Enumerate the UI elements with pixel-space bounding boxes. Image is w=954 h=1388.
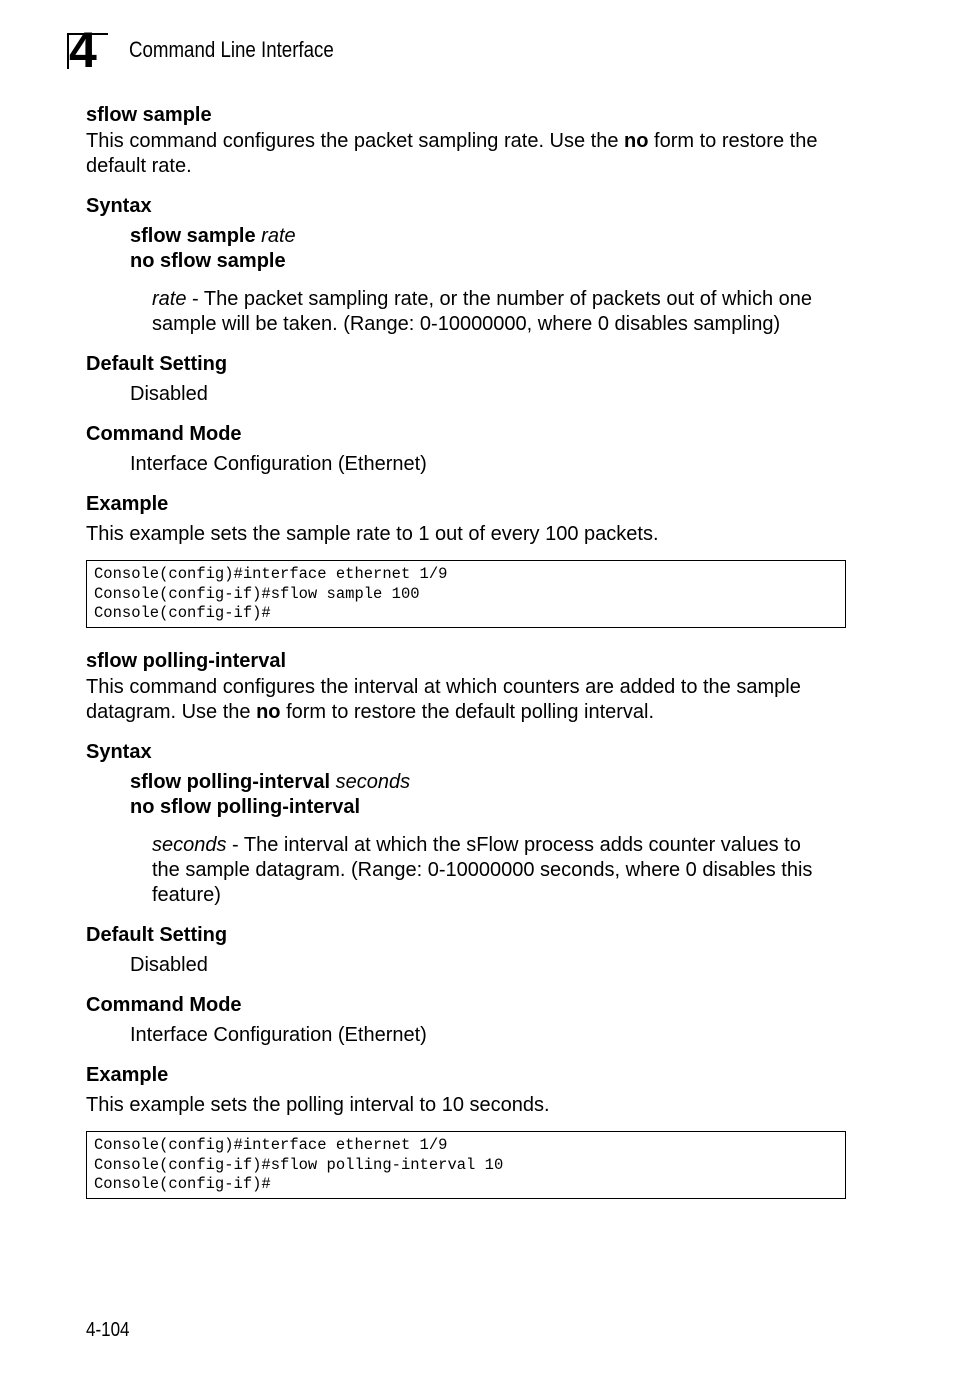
page-number: 4-104	[86, 1319, 130, 1341]
default-setting-value: Disabled	[130, 383, 208, 405]
command-mode-value: Interface Configuration (Ethernet)	[130, 1024, 427, 1046]
code-line: Console(config-if)#	[94, 604, 271, 622]
section-intro-line2: datagram. Use the no form to restore the default polling interval.	[86, 701, 655, 723]
example-description: This example sets the sample rate to 1 out of every 100 packets.	[86, 523, 659, 545]
parameter-description: rate - The packet sampling rate, or the number of packets out of which one	[152, 288, 812, 310]
parameter-description-line3: feature)	[152, 884, 221, 906]
example-heading: Example	[86, 1064, 169, 1086]
default-setting-heading: Default Setting	[86, 924, 228, 946]
code-example-box	[86, 1131, 846, 1199]
parameter-description-line2: the sample datagram. (Range: 0-10000000 seconds, where 0 disables this	[152, 859, 813, 881]
running-header-title: Command Line Interface	[129, 37, 334, 62]
section-title-sflow-sample: sflow sample	[86, 104, 212, 126]
command-mode-heading: Command Mode	[86, 423, 242, 445]
section-title-sflow-polling-interval: sflow polling-interval	[86, 650, 287, 672]
parameter-description-line2: sample will be taken. (Range: 0-10000000, where 0 disables sampling)	[152, 313, 781, 335]
section-intro: This command configures the interval at which counters are added to the sample	[86, 676, 801, 698]
parameter-description: seconds - The interval at which the sFlow process adds counter values to	[152, 834, 801, 856]
section-intro-line2: default rate.	[86, 155, 192, 177]
chapter-number: 4	[69, 22, 97, 78]
syntax-command: sflow sample rate	[130, 225, 296, 247]
code-line: Console(config-if)#	[94, 1175, 271, 1193]
code-line: Console(config-if)#sflow polling-interval 10	[94, 1155, 504, 1174]
code-line: Console(config)#interface ethernet 1/9	[94, 565, 448, 583]
default-setting-value: Disabled	[130, 954, 208, 976]
default-setting-heading: Default Setting	[86, 353, 228, 375]
example-heading: Example	[86, 493, 169, 515]
syntax-no-command: no sflow polling-interval	[130, 796, 360, 818]
code-line: Console(config-if)#sflow sample 100	[94, 584, 420, 603]
syntax-command: sflow polling-interval seconds	[130, 771, 411, 793]
command-mode-value: Interface Configuration (Ethernet)	[130, 453, 427, 475]
syntax-heading: Syntax	[86, 741, 152, 763]
command-mode-heading: Command Mode	[86, 994, 242, 1016]
syntax-heading: Syntax	[86, 195, 152, 217]
code-line: Console(config)#interface ethernet 1/9	[94, 1136, 448, 1154]
syntax-no-command: no sflow sample	[130, 250, 286, 272]
code-example-box	[86, 560, 846, 628]
example-description: This example sets the polling interval to 10 seconds.	[86, 1094, 550, 1116]
section-intro: This command configures the packet sampling rate. Use the no form to restore the	[86, 130, 818, 152]
